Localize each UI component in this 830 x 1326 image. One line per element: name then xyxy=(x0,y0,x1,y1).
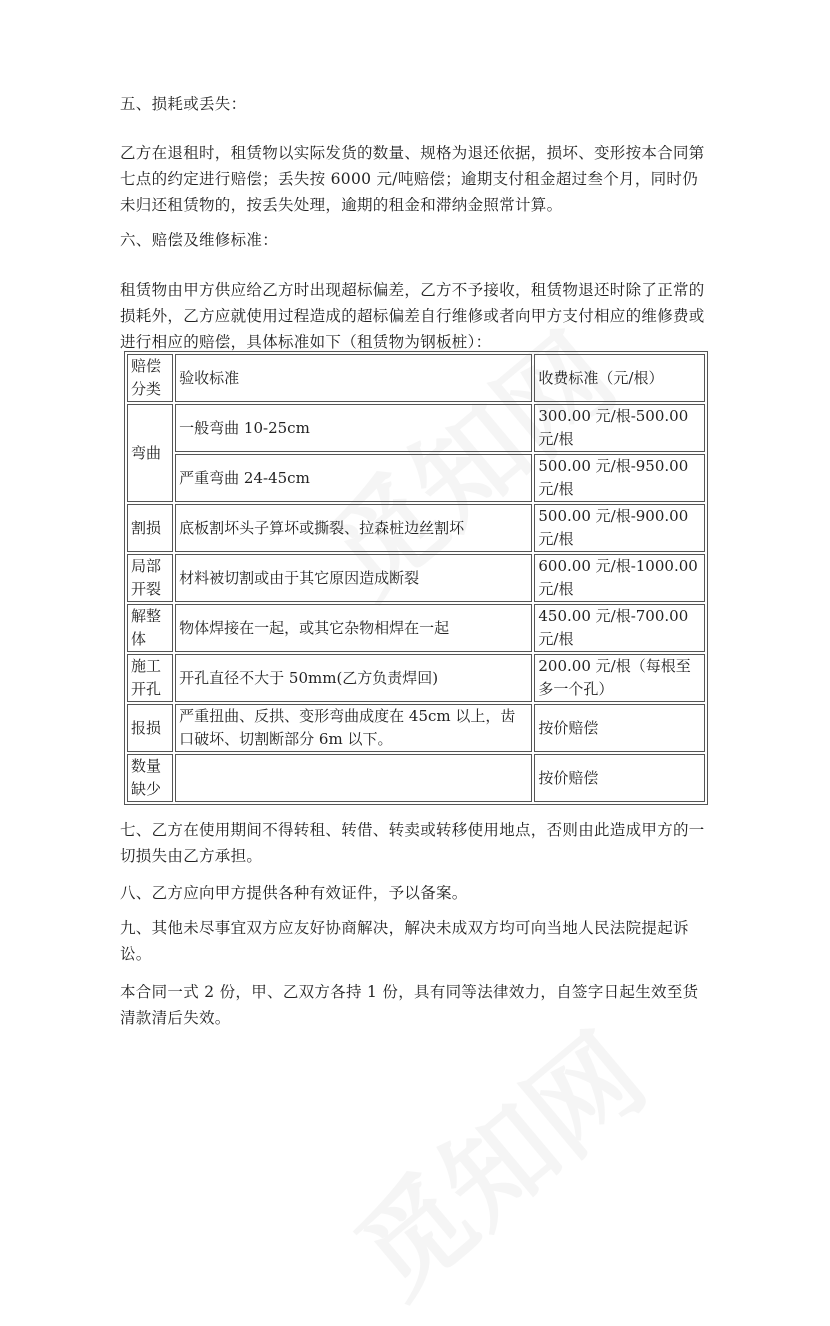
category-cell: 解整体 xyxy=(127,604,173,652)
fee-cell: 200.00 元/根（每根至多一个孔） xyxy=(534,654,705,702)
fee-cell: 600.00 元/根-1000.00 元/根 xyxy=(534,554,705,602)
header-cell: 收费标准（元/根） xyxy=(534,354,705,402)
section-6-body: 租赁物由甲方供应给乙方时出现超标偏差，乙方不予接收，租赁物退还时除了正常的损耗外，乙方应就使用过程造成的超标偏差自行维修或者向甲方支付相应的维修费或进行相应的赔偿，具体标准如下（租赁物为钢板桩）： xyxy=(120,281,705,351)
fee-cell: 按价赔偿 xyxy=(534,704,705,752)
table-row xyxy=(127,454,705,502)
section-8: 八、乙方应向甲方提供各种有效证件，予以备案。 xyxy=(120,884,468,902)
standard-cell xyxy=(175,754,532,802)
standard-cell: 严重弯曲 24-45cm xyxy=(175,454,532,502)
table-row xyxy=(127,404,705,452)
table-header-row xyxy=(127,354,705,402)
category-cell: 报损 xyxy=(127,704,173,752)
fee-cell: 450.00 元/根-700.00 元/根 xyxy=(534,604,705,652)
watermark xyxy=(318,992,672,1325)
compensation-table xyxy=(124,351,708,805)
section-5-title: 五、损耗或丢失： xyxy=(120,95,247,113)
category-cell: 数量缺少 xyxy=(127,754,173,802)
table-row xyxy=(127,554,705,602)
section-5-body: 乙方在退租时，租赁物以实际发货的数量、规格为退还依据，损坏、变形按本合同第七点的约定进行赔偿；丢失按 6000 元/吨赔偿；逾期支付租金超过叁个月，同时仍未归还租赁物的，按丢失处理，逾期的租金和滞纳金照常计算。 xyxy=(120,144,705,214)
table-row xyxy=(127,754,705,802)
standard-cell: 一般弯曲 10-25cm xyxy=(175,404,532,452)
fee-cell: 300.00 元/根-500.00 元/根 xyxy=(534,404,705,452)
category-cell: 割损 xyxy=(127,504,173,552)
section-6-title: 六、赔偿及维修标准： xyxy=(120,231,279,249)
table-row xyxy=(127,604,705,652)
fee-cell: 按价赔偿 xyxy=(534,754,705,802)
section-9: 九、其他未尽事宜双方应友好协商解决，解决未成双方均可向当地人民法院提起诉讼。 xyxy=(120,919,689,963)
category-cell: 弯曲 xyxy=(127,404,173,502)
table-row xyxy=(127,654,705,702)
header-cell: 验收标准 xyxy=(175,354,532,402)
fee-cell: 500.00 元/根-950.00 元/根 xyxy=(534,454,705,502)
table-row xyxy=(127,504,705,552)
section-7: 七、乙方在使用期间不得转租、转借、转卖或转移使用地点，否则由此造成甲方的一切损失由乙方承担。 xyxy=(120,821,705,865)
closing-paragraph: 本合同一式 2 份，甲、乙双方各持 1 份，具有同等法律效力，自签字日起生效至货清款清后失效。 xyxy=(120,983,699,1027)
category-cell: 施工开孔 xyxy=(127,654,173,702)
standard-cell: 严重扭曲、反拱、变形弯曲成度在 45cm 以上，齿口破坏、切割断部分 6m 以下。 xyxy=(175,704,532,752)
header-cell: 赔偿分类 xyxy=(127,354,173,402)
standard-cell: 底板割坏头子算坏或撕裂、拉森桩边丝割坏 xyxy=(175,504,532,552)
fee-cell: 500.00 元/根-900.00 元/根 xyxy=(534,504,705,552)
category-cell: 局部开裂 xyxy=(127,554,173,602)
standard-cell: 开孔直径不大于 50mm(乙方负责焊回) xyxy=(175,654,532,702)
standard-cell: 材料被切割或由于其它原因造成断裂 xyxy=(175,554,532,602)
table-row xyxy=(127,704,705,752)
standard-cell: 物体焊接在一起，或其它杂物相焊在一起 xyxy=(175,604,532,652)
